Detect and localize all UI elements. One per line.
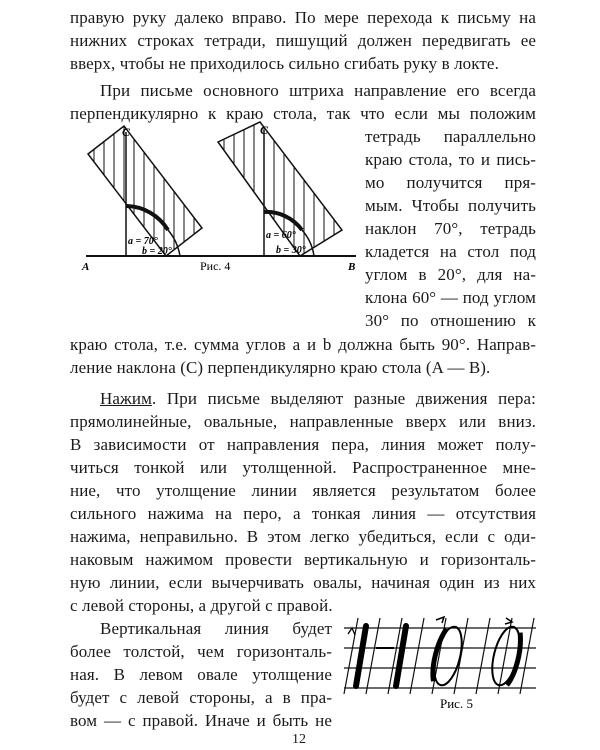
angle-a-1: a = 70° [128,236,158,247]
text-line: мо получится пря- [365,173,536,192]
label-c-1: C [122,125,131,139]
text-line: мым. Чтобы получить [365,196,536,215]
angle-b-2: b = 30° [276,245,306,256]
text-line: 30° по отношению к [365,311,536,330]
text-line: нажима, неправильно. В этом легко убедиться, если с оди- [70,527,536,546]
page-number: 12 [292,732,306,747]
text-line: читься тонкой или утолщенной. Распространенное мне- [70,458,536,477]
text-line: ную линии, если вычерчивать овалы, начиная один из них [70,573,536,592]
angle-b-1: b = 20° [142,246,172,257]
thick-vertical-stroke-2 [396,626,406,686]
text-line: ление наклона (C) перпендикулярно краю стола (A — B). [70,358,491,377]
heading-rest: . При письме выделяют разные движения пера: [151,389,536,408]
figure-4 [80,120,360,270]
heading-line [100,389,536,409]
text-line: В зависимости от направления пера, линия может полу- [70,435,536,454]
figure-5-caption: Рис. 5 [440,696,473,711]
point-b: B [348,261,356,270]
text-line: нижних строках тетради, пишущий должен передвигать ее [70,31,536,50]
text-line: ние, что утолщение линии является результатом более [70,481,536,500]
point-a: A [82,261,90,270]
text-line: кладется на стол под [365,242,536,261]
thick-vertical-stroke-1 [356,626,366,686]
figure-4-caption: Рис. 4 [200,259,231,270]
section-heading: Нажим [100,389,152,408]
text-line: наклон 70°, тетрадь [365,219,536,238]
text-line: При письме основного штриха направление его всегда [100,81,536,100]
angle-a-2: a = 60° [266,230,296,241]
text-line: клона 60° — под углом [365,288,536,307]
label-c-2: C [260,123,269,137]
text-line: наковым нажимом провести вертикальную и горизонталь- [70,550,536,569]
text-line: углом в 20°, для на- [365,265,536,284]
text-line: вверх, чтобы не приходилось сильно сгибать руку в локте. [70,54,499,73]
text-line: с левой стороны, а другой с правой. [70,596,333,615]
text-line: сильного нажима на перо, а тонкая линия — отсутствия [70,504,536,523]
text-line: ная. В левом овале утолщение [70,665,332,684]
text-line: перпендикулярно к краю стола, так что если мы положим [70,104,536,123]
text-line: будет с левой стороны, а в пра- [70,688,332,707]
text-line: Вертикальная линия будет [100,619,332,638]
text-line: краю стола, то и пись- [365,150,536,169]
text-line: прямолинейные, овальные, направленные вверх или вниз. [70,412,536,431]
text-line: правую руку далеко вправо. По мере перехода к письму на [70,8,536,27]
text-line: более толстой, чем горизонталь- [70,642,332,661]
figure-5 [340,614,540,714]
text-line: тетрадь параллельно [365,127,536,146]
text-line: вом — с правой. Иначе и быть не [70,711,332,730]
text-line: краю стола, т.е. сумма углов a и b должна быть 90°. Направ- [70,335,536,354]
